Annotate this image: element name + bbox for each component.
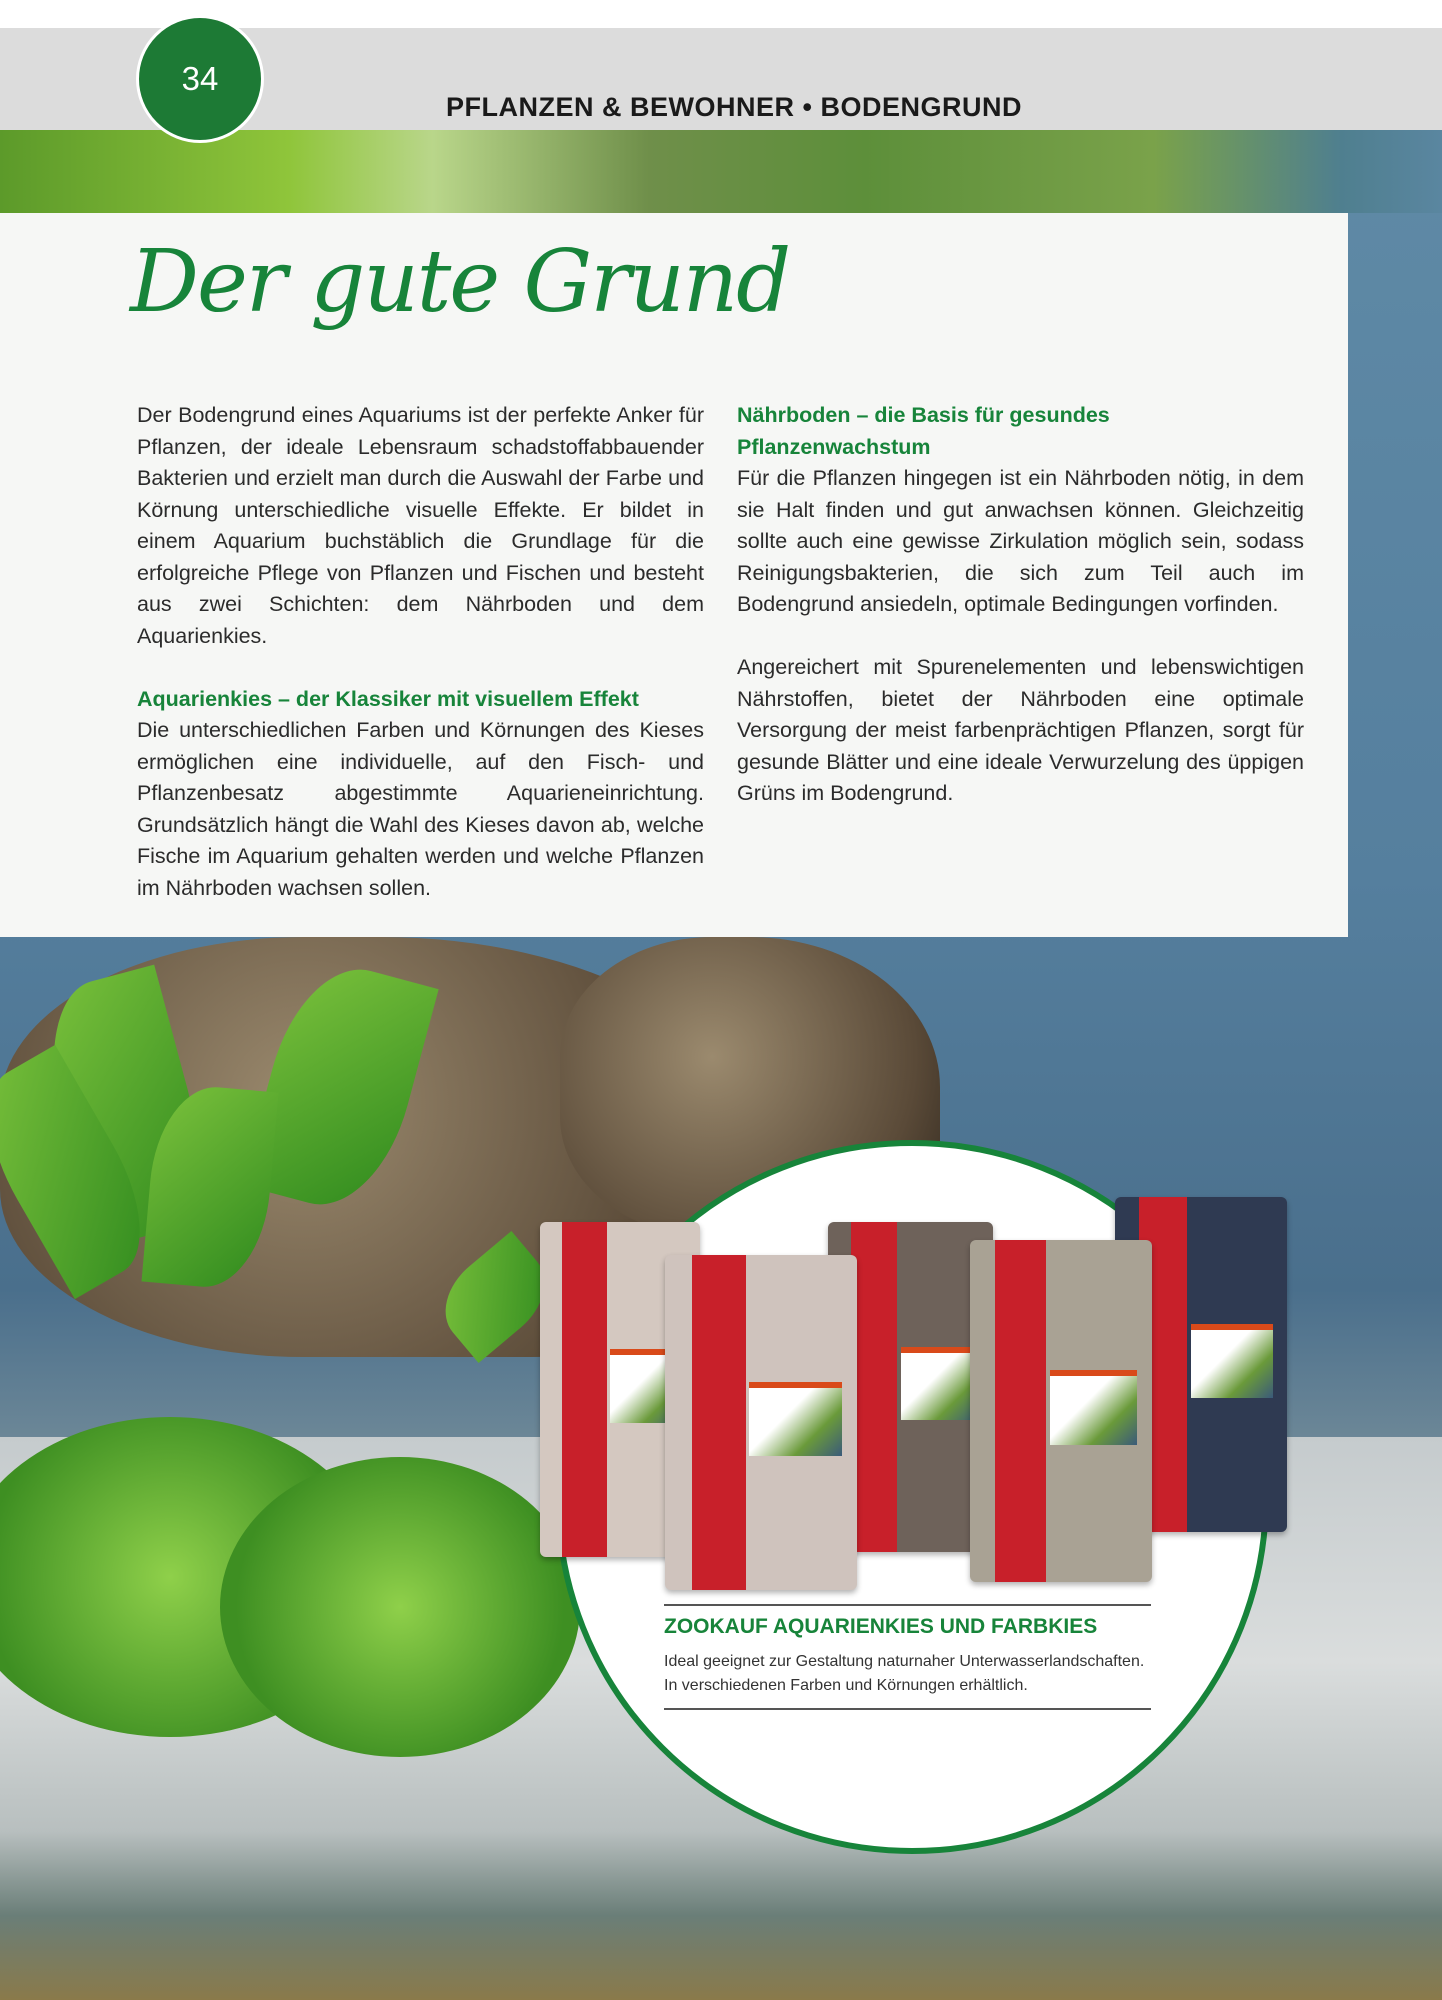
body-paragraph: Angereichert mit Spurenelementen und lebenswichtigen Nährstoffen, bietet der Nährboden eine optimale Versorgung der meist farbenprächtigen Pflanzen, sorgt für gesunde Blätter und eine ideale Verwurzelung des üppigen Grüns im Bodengrund. bbox=[737, 655, 1304, 805]
product-description-line: In verschiedenen Farben und Körnungen erhältlich. bbox=[664, 1677, 1028, 1694]
body-paragraph: Für die Pflanzen hingegen ist ein Nährboden nötig, in dem sie Halt finden und gut anwachsen können. Gleichzeitig sollte auch eine gewisse Zirkulation möglich sein, sodass Reinigungsbakterien, die sich zum Teil auch im Bodengrund ansiedeln, optimale Bedingungen vorfinden. bbox=[737, 466, 1304, 616]
intro-paragraph: Der Bodengrund eines Aquariums ist der perfekte Anker für Pflanzen, der ideale Lebensraum schadstoffabbauender Bakterien und erzielt man durch die Auswahl der Farbe und Körnung unterschiedliche visuelle Effekte. Er bildet in einem Aquarium buchstäblich die Grundlage für die erfolgreiche Pflege von Pflanzen und Fischen und besteht aus zwei Schichten: dem Nährboden und dem Aquarienkies. bbox=[137, 403, 704, 648]
product-description bbox=[664, 1650, 1164, 1698]
divider bbox=[664, 1604, 1151, 1606]
plants-strip-image bbox=[0, 130, 1442, 213]
section-title: PFLANZEN & BEWOHNER • BODENGRUND bbox=[446, 92, 1022, 122]
text-column-right bbox=[737, 400, 1304, 841]
product-bag bbox=[970, 1240, 1152, 1582]
text-column-left bbox=[137, 400, 704, 936]
product-bag bbox=[665, 1255, 857, 1590]
page-number-badge: 34 bbox=[136, 15, 264, 143]
product-description-line: Ideal geeignet zur Gestaltung naturnaher Unterwasserlandschaften. bbox=[664, 1653, 1145, 1670]
product-title: ZOOKAUF AQUARIENKIES UND FARBKIES bbox=[664, 1615, 1098, 1638]
plant-bush bbox=[220, 1457, 580, 1757]
body-paragraph: Die unterschiedlichen Farben und Körnungen des Kieses ermöglichen eine individuelle, auf den Fisch- und Pflanzenbesatz abgestimmte Aquarieneinrichtung. Grundsätzlich hängt die Wahl des Kieses davon ab, welche Fische im Aquarium gehalten werden und welche Pflanzen im Nährboden wachsen sollen. bbox=[137, 718, 704, 900]
article-title: Der gute Grund bbox=[130, 232, 790, 332]
section-heading: Aquarienkies – der Klassiker mit visuellem Effekt bbox=[137, 686, 639, 711]
section-heading: Nährboden – die Basis für gesundes Pflanzenwachstum bbox=[737, 403, 1110, 459]
divider bbox=[664, 1708, 1151, 1710]
